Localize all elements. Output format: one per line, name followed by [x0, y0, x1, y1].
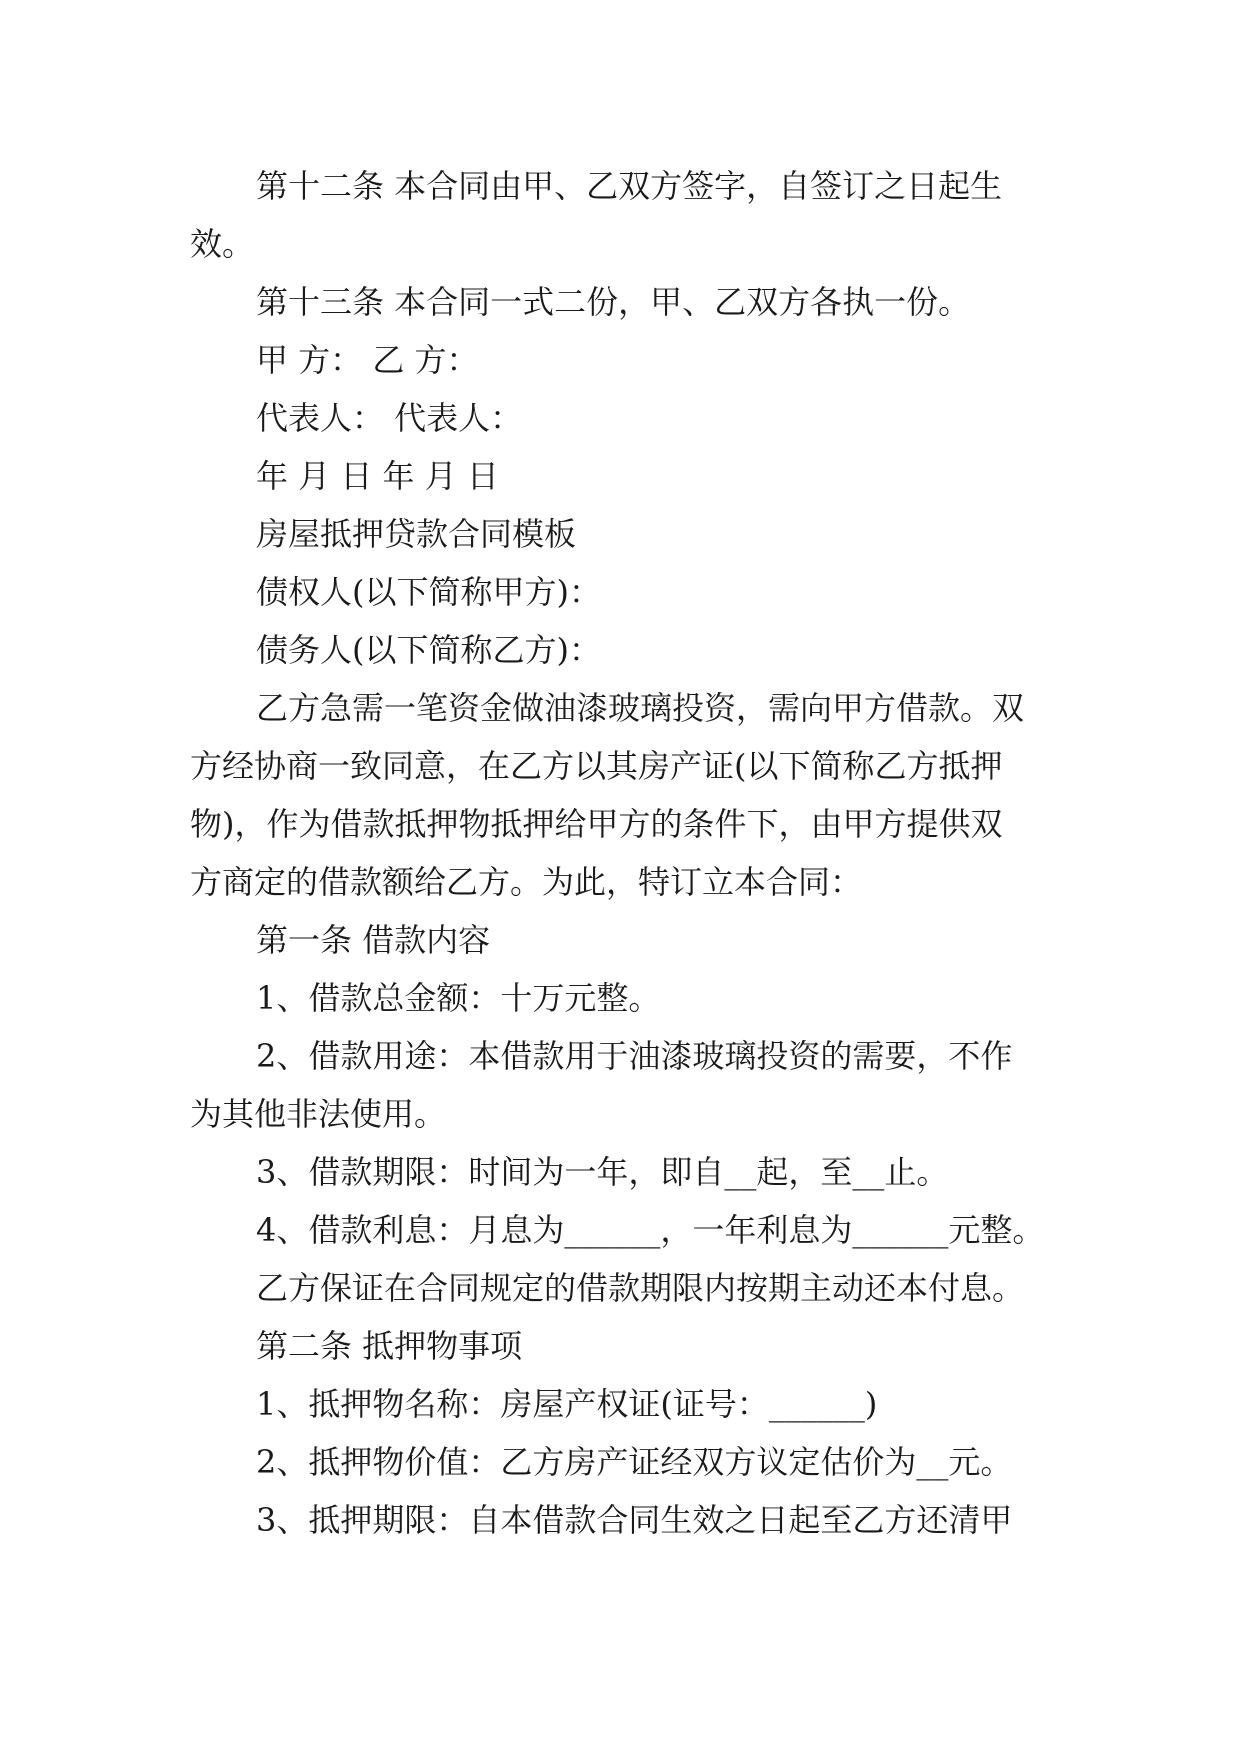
text-line-loan-purpose-cont: 为其他非法使用。: [190, 1095, 447, 1133]
text-line-article-13: 第十三条 本合同一式二份，甲、乙双方各执一份。: [256, 283, 971, 321]
text-line-loan-purpose: 2、借款用途：本借款用于油漆玻璃投资的需要，不作: [256, 1037, 1013, 1075]
text-line-preamble-1: 乙方急需一笔资金做油漆玻璃投资，需向甲方借款。双: [256, 689, 1025, 727]
text-line-creditor: 债权人(以下简称甲方)：: [256, 573, 601, 611]
document-title: 房屋抵押贷款合同模板: [256, 515, 577, 553]
text-line-dates: 年 月 日 年 月 日: [256, 457, 499, 495]
text-line-representatives: 代表人： 代表人：: [256, 399, 523, 437]
text-line-mortgage-term: 3、抵押期限：自本借款合同生效之日起至乙方还清甲: [256, 1501, 1013, 1539]
text-line-debtor: 债务人(以下简称乙方)：: [256, 631, 601, 669]
text-line-loan-amount: 1、借款总金额：十万元整。: [256, 979, 661, 1017]
text-line-collateral-value: 2、抵押物价值：乙方房产证经双方议定估价为__元。: [256, 1443, 1013, 1481]
text-line-article-12: 第十二条 本合同由甲、乙双方签字，自签订之日起生: [256, 167, 1003, 205]
text-line-loan-term: 3、借款期限：时间为一年，即自__起，至__止。: [256, 1153, 949, 1191]
text-line-collateral-name: 1、抵押物名称：房屋产权证(证号：______): [256, 1385, 878, 1423]
section-heading-article-1: 第一条 借款内容: [256, 921, 491, 959]
text-line-parties: 甲 方： 乙 方：: [256, 341, 479, 379]
text-line-repayment-guarantee: 乙方保证在合同规定的借款期限内按期主动还本付息。: [256, 1269, 1025, 1307]
text-line-preamble-4: 方商定的借款额给乙方。为此，特订立本合同：: [190, 863, 863, 901]
text-line-article-12-cont: 效。: [190, 225, 255, 263]
text-line-preamble-2: 方经协商一致同意，在乙方以其房产证(以下简称乙方抵押: [190, 747, 1003, 785]
text-line-loan-interest: 4、借款利息：月息为______，一年利息为______元整。: [256, 1211, 1045, 1249]
section-heading-article-2: 第二条 抵押物事项: [256, 1327, 523, 1365]
text-line-preamble-3: 物)，作为借款抵押物抵押给甲方的条件下，由甲方提供双: [190, 805, 1003, 843]
